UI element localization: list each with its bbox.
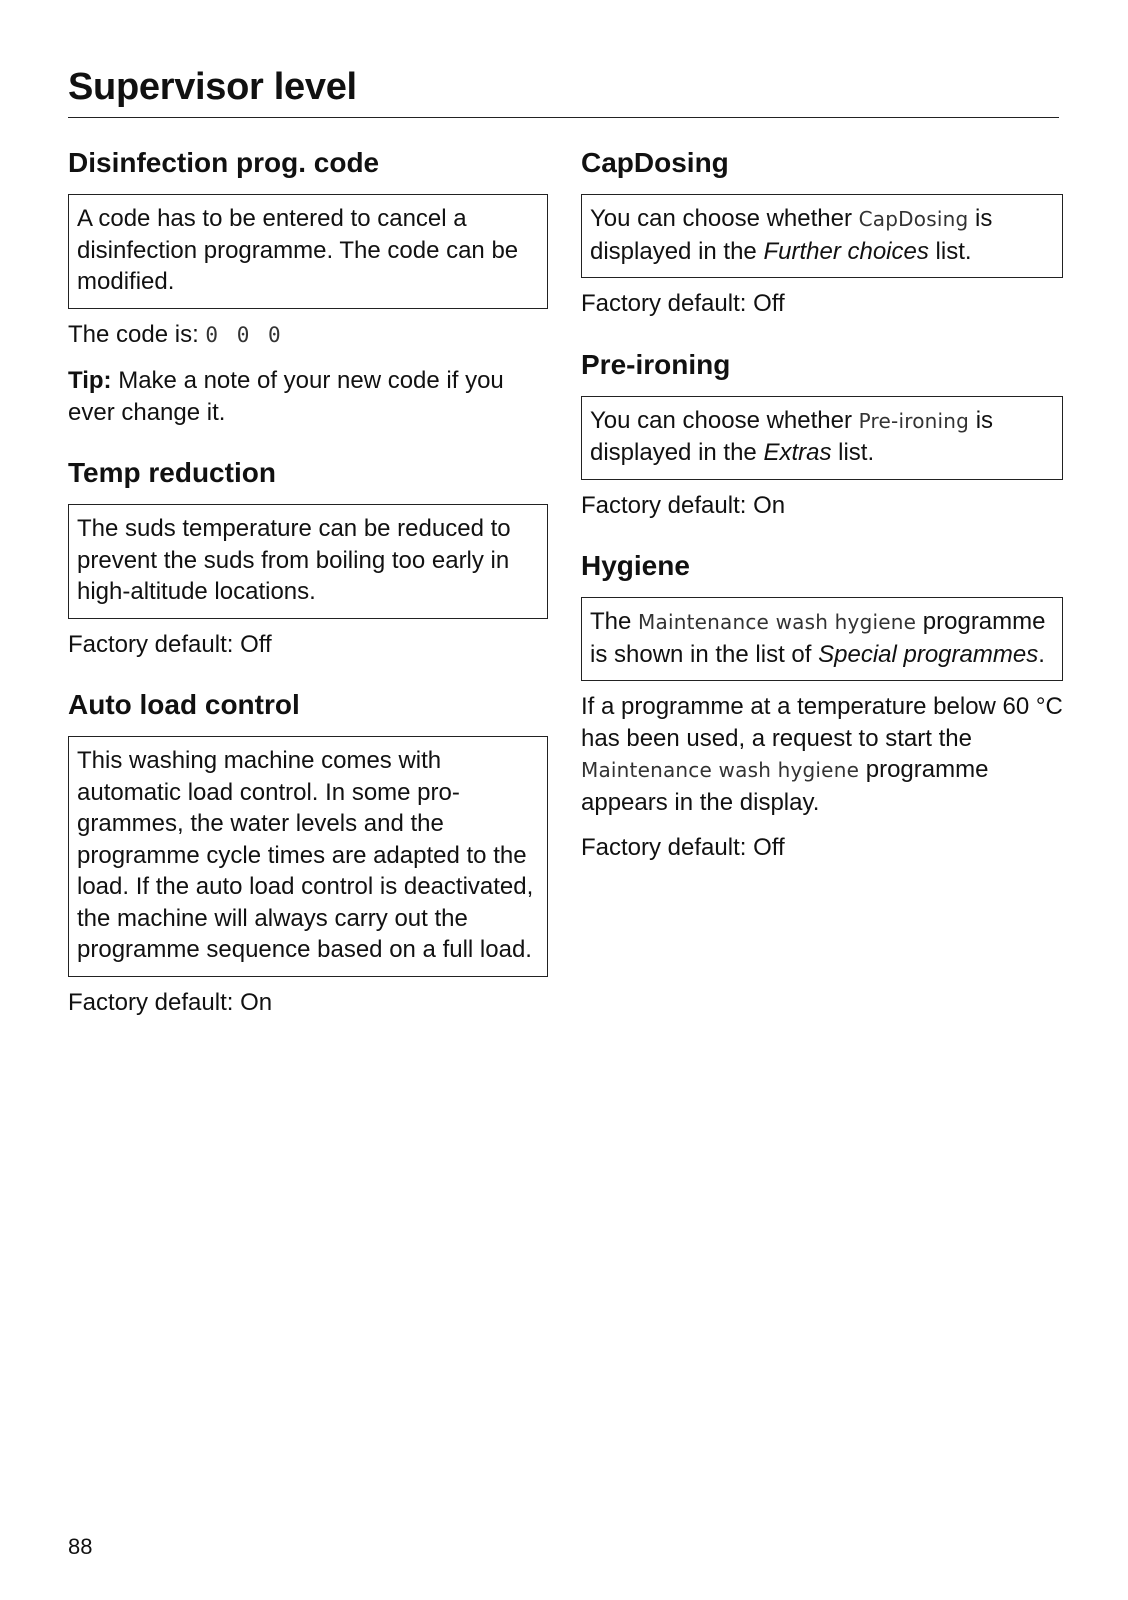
left-column	[68, 144, 548, 1018]
page-number: 88	[68, 1534, 93, 1559]
factory-default: Factory default: Off	[581, 834, 785, 861]
display-term: CapDosing	[858, 207, 969, 231]
info-box-text: This washing machine comes with automatic load control. In some programmes, the water levels and the programme cycle times are adapted to the load. If the auto load control is deactivated, the machine will always carry out the programme sequence based on a full load.	[77, 747, 534, 963]
factory-default: Factory default: Off	[581, 290, 785, 317]
menu-name: Further choices	[763, 237, 929, 265]
section-heading: CapDosing	[581, 147, 729, 178]
info-box	[581, 194, 1063, 278]
display-term: Pre-ironing	[858, 408, 970, 433]
code-value: 0 0 0	[205, 322, 284, 347]
paragraph-text: programme appears in the display.	[581, 756, 989, 816]
info-box-text: You can choose whether	[590, 205, 859, 232]
info-box	[68, 194, 548, 309]
info-box-text: list.	[928, 237, 972, 265]
display-term: Maintenance wash hygiene	[638, 610, 917, 634]
info-box-text: programme is shown in the list of	[590, 608, 1046, 668]
info-box-text: You can choose whether	[590, 406, 859, 434]
section-temp-reduction	[68, 454, 548, 660]
section-auto-load-control	[68, 686, 548, 1018]
section-disinfection-code	[68, 144, 548, 428]
info-box	[581, 396, 1063, 480]
section-heading: Auto load control	[68, 689, 300, 720]
factory-default: Factory default: On	[68, 988, 273, 1016]
section-capdosing	[581, 144, 1063, 320]
code-line	[68, 319, 548, 352]
section-heading: Disinfection prog. code	[68, 147, 380, 178]
code-label: The code is:	[68, 320, 206, 348]
menu-name: Special programmes	[818, 640, 1039, 668]
menu-name: Extras	[763, 439, 832, 466]
section-pre-ironing	[581, 346, 1063, 522]
info-box	[581, 597, 1063, 681]
tip-label: Tip:	[68, 367, 112, 394]
section-hygiene	[581, 547, 1063, 864]
factory-default: Factory default: On	[581, 491, 786, 519]
title-divider	[68, 117, 1059, 118]
info-box-text: .	[1038, 640, 1045, 668]
section-heading: Pre-ironing	[581, 348, 731, 380]
paragraph-text: If a programme at a temperature below 60 °C has been used, a request to start the	[581, 693, 1063, 752]
info-box-text: The suds temperature can be reduced to prevent the suds from boiling too early in high-altitude locations.	[77, 515, 511, 605]
display-term: Maintenance wash hygiene	[581, 758, 860, 782]
tip-text: Make a note of your new code if you ever change it.	[68, 367, 504, 426]
section-heading: Hygiene	[581, 550, 690, 581]
hygiene-paragraph	[581, 691, 1063, 818]
info-box	[68, 736, 548, 977]
info-box-text: A code has to be entered to cancel a disinfection programme. The code can be modified.	[77, 205, 519, 295]
info-box-text: The	[590, 608, 639, 635]
right-column	[581, 144, 1063, 864]
page-title: Supervisor level	[68, 66, 357, 108]
factory-default: Factory default: Off	[68, 630, 272, 658]
info-box-text: list.	[831, 439, 875, 466]
tip-paragraph	[68, 365, 548, 428]
info-box-text: is displayed in the	[590, 205, 993, 265]
info-box-text: is displayed in the	[590, 406, 994, 466]
info-box	[68, 504, 548, 619]
section-heading: Temp reduction	[68, 457, 276, 488]
